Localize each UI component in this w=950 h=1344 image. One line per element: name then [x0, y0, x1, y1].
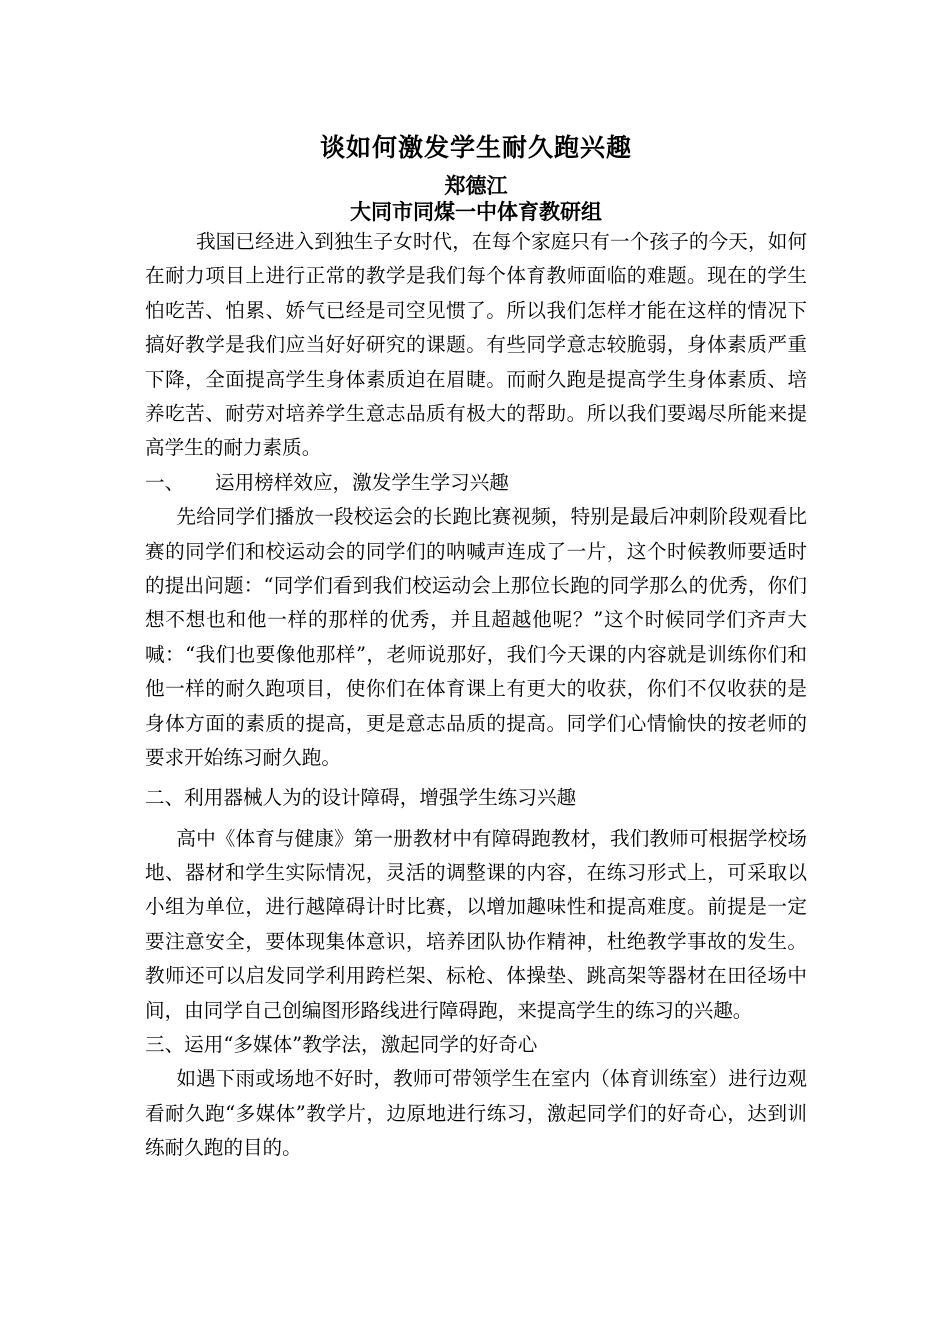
section-1-body: 先给同学们播放一段校运会的长跑比赛视频，特别是最后冲刺阶段观看比赛的同学们和校运动会的同学们的呐喊声连成了一片，这个时候教师要适时的提出问题：“同学们看到我们校运动会上那位长跑的同学那么的优秀，你们想不想也和他一样的那样的优秀，并且超越他呢？”这个时候同学们齐声大喊：“我们也要像他那样”，老师说那好，我们今天课的内容就是训练你们和他一样的耐久跑项目，使你们在体育课上有更大的收获，你们不仅收获的是身体方面的素质的提高，更是意志品质的提高。同学们心情愉快的按老师的要求开始练习耐久跑。 [145, 505, 807, 770]
document-page [145, 128, 807, 1166]
section-3-body: 如遇下雨或场地不好时，教师可带领学生在室内（体育训练室）进行边观看耐久跑“多媒体”教学片，边原地进行练习，激起同学们的好奇心，达到训练耐久跑的目的。 [145, 1067, 807, 1160]
section-2-heading: 二、利用器械人为的设计障碍，增强学生练习兴趣 [145, 785, 577, 809]
author-affiliation: 大同市同煤一中体育教研组 [350, 200, 602, 224]
author-name: 郑德江 [444, 174, 508, 198]
section-1-heading [145, 466, 807, 500]
section-2-body: 高中《体育与健康》第一册教材中有障碍跑教材，我们教师可根据学校场地、器材和学生实际情况，灵活的调整课的内容，在练习形式上，可采取以小组为单位，进行越障碍计时比赛，以增加趣味性和提高难度。前提是一定要注意安全，要体现集体意识，培养团队协作精神，杜绝教学事故的发生。教师还可以启发同学利用跨栏架、标枪、体操垫、跳高架等器材在田径场中间，由同学自己创编图形路线进行障碍跑，来提高学生的练习的兴趣。 [145, 826, 807, 1022]
document-title: 谈如何激发学生耐久跑兴趣 [319, 133, 632, 162]
section-3-heading: 三、运用“多媒体”教学法，激起同学的好奇心 [145, 1032, 538, 1056]
section-1-heading-text: 运用榜样效应，激发学生学习兴趣 [215, 470, 509, 494]
intro-paragraph: 我国已经进入到独生子女时代，在每个家庭只有一个孩子的今天，如何在耐力项目上进行正常的教学是我们每个体育教师面临的难题。现在的学生怕吃苦、怕累、娇气已经是司空见惯了。所以我们怎样才能在这样的情况下搞好教学是我们应当好好研究的课题。有些同学意志较脆弱，身体素质严重下降，全面提高学生身体素质迫在眉睫。而耐久跑是提高学生身体素质、培养吃苦、耐劳对培养学生意志品质有极大的帮助。所以我们要竭尽所能来提高学生的耐力素质。 [145, 230, 807, 460]
section-1-number: 一、 [145, 470, 185, 494]
